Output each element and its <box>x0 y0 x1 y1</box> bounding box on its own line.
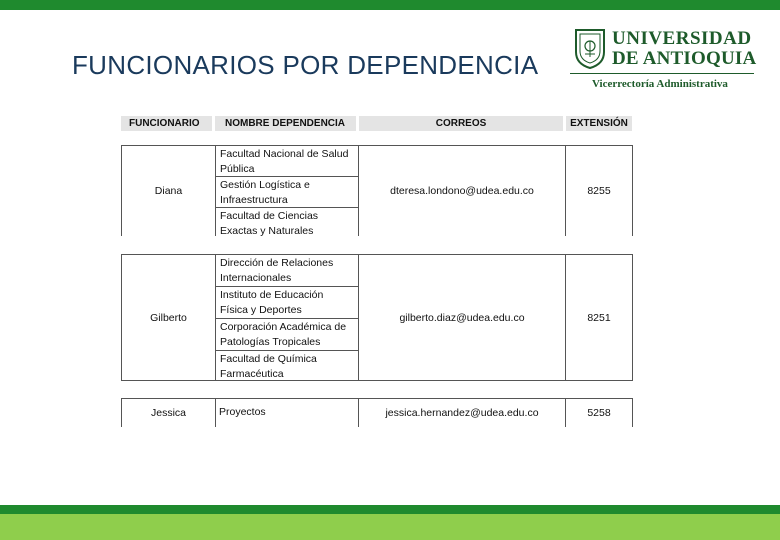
dependencia-line: Facultad de Química <box>220 353 317 365</box>
dependencia-line: Internacionales <box>220 272 292 284</box>
dependencia-item <box>216 319 358 351</box>
dependencia-line: Pública <box>220 163 255 175</box>
dependencia-line: Instituto de Educación <box>220 289 324 301</box>
dependencia-line: Física y Deportes <box>220 304 302 316</box>
dependencias-cell <box>215 254 359 381</box>
header-dependencia: NOMBRE DEPENDENCIA <box>215 116 356 131</box>
logo-subtitle: Vicerrectoría Administrativa <box>592 78 728 90</box>
dependencia-item <box>216 287 358 319</box>
group-jessica <box>121 398 633 427</box>
university-logo <box>570 24 760 94</box>
dependencia-line: Gestión Logística e <box>220 179 310 191</box>
header-funcionario: FUNCIONARIO <box>121 116 212 131</box>
logo-line-2: DE ANTIOQUIA <box>612 48 757 69</box>
dependencia-item <box>216 208 358 237</box>
header-extension: EXTENSIÓN <box>566 116 632 131</box>
dependencia-line: Proyectos <box>219 406 266 418</box>
dependencia-item <box>216 177 358 208</box>
header-correos: CORREOS <box>359 116 563 131</box>
logo-divider <box>570 73 754 74</box>
dependencia-line: Dirección de Relaciones <box>220 257 334 269</box>
group-diana <box>121 145 633 236</box>
group-gilberto <box>121 254 633 381</box>
email-cell: jessica.hernandez@udea.edu.co <box>359 398 566 427</box>
university-seal-icon <box>573 26 607 70</box>
top-accent-bar <box>0 0 780 10</box>
dependencia-item <box>216 351 358 380</box>
funcionario-name: Jessica <box>121 398 216 427</box>
funcionario-name: Gilberto <box>121 254 216 381</box>
email-cell: gilberto.diaz@udea.edu.co <box>359 254 566 381</box>
extension-cell: 8255 <box>566 145 633 236</box>
dependencia-line: Facultad Nacional de Salud <box>220 148 349 160</box>
logo-line-1: UNIVERSIDAD <box>612 28 752 49</box>
dependencia-item <box>216 146 358 177</box>
dependencia-line: Farmacéutica <box>220 368 284 380</box>
dependencias-cell <box>215 398 359 427</box>
slide-title: FUNCIONARIOS POR DEPENDENCIA <box>72 50 539 80</box>
email-cell: dteresa.londono@udea.edu.co <box>359 145 566 236</box>
funcionario-name: Diana <box>121 145 215 236</box>
dependencia-line: Patologías Tropicales <box>220 336 321 348</box>
bottom-accent-bar-light <box>0 514 780 540</box>
extension-cell: 8251 <box>566 254 633 381</box>
dependencias-cell <box>215 145 359 236</box>
dependencia-line: Infraestructura <box>220 194 288 206</box>
dependencia-item <box>215 404 358 424</box>
bottom-accent-bar-dark <box>0 505 780 514</box>
dependencia-line: Facultad de Ciencias <box>220 210 319 222</box>
dependencia-line: Exactas y Naturales <box>220 225 314 237</box>
dependencia-item <box>216 255 358 287</box>
dependencia-line: Corporación Académica de <box>220 321 347 333</box>
extension-cell: 5258 <box>566 398 633 427</box>
